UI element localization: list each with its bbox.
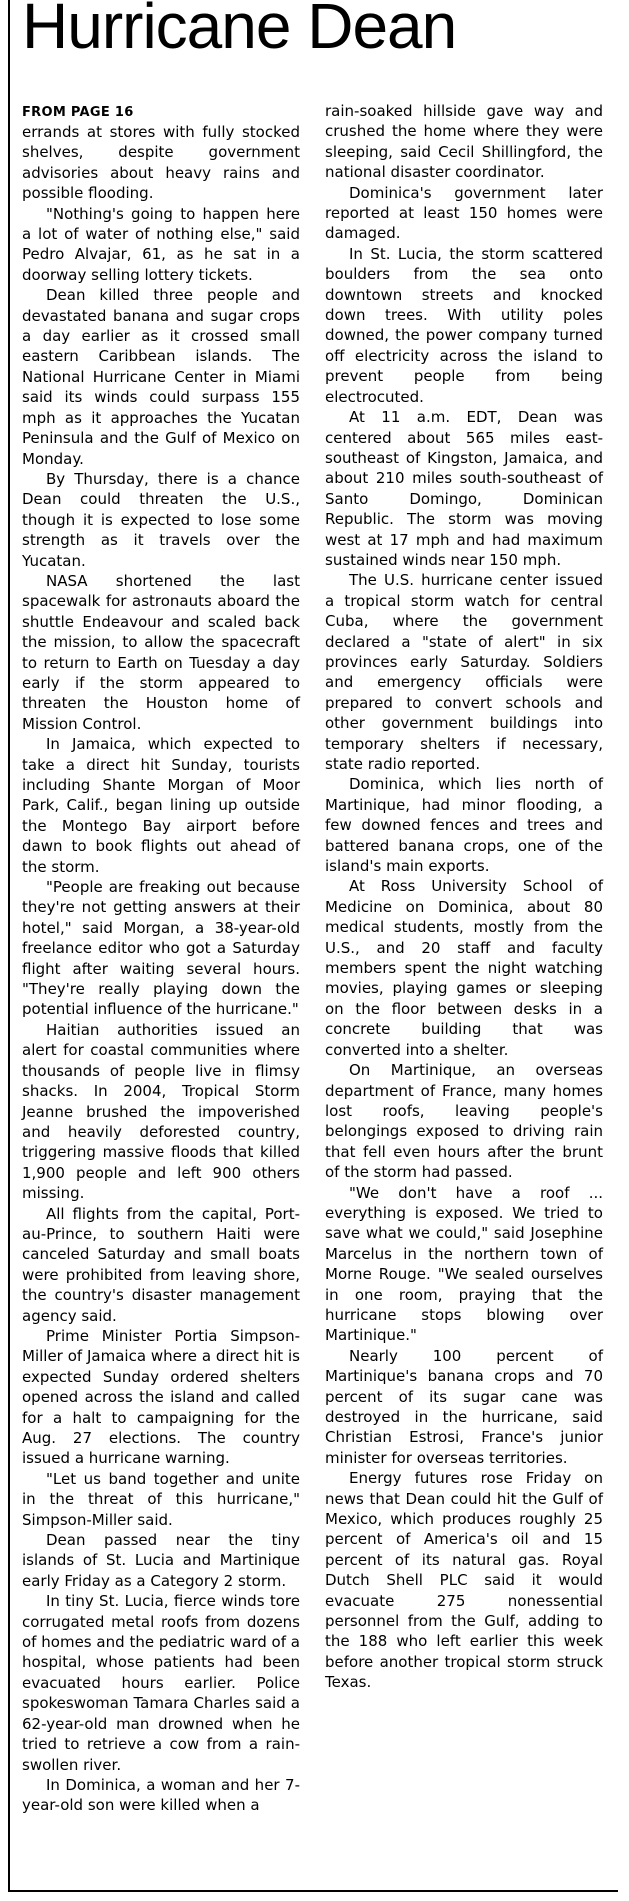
paragraph: "People are freaking out because they're not getting answers at their hotel," said Morgan, a 38-year-old freelance editor who got a Saturday flight after waiting several hours. "They're really playing down the potential influence of the hurricane." [22, 878, 300, 1019]
paragraph: Haitian authorities issued an alert for coastal communities where thousands of people live in flimsy shacks. In 2004, Tropical Storm Jeanne brushed the impoverished and heavily deforested country, triggering massive floods that killed 1,900 people and left 900 others missing. [22, 1020, 300, 1203]
paragraph: "Nothing's going to happen here a lot of water of nothing else," said Pedro Alvajar, 61, as he sat in a doorway selling lottery tickets. [22, 204, 300, 284]
paragraph: In Jamaica, which expected to take a direct hit Sunday, tourists including Shante Morgan of Moor Park, Calif., began lining up outside the Montego Bay airport before dawn to book flights out ahead of the storm. [22, 735, 300, 876]
paragraph: errands at stores with fully stocked shelves, despite government advisories about heavy rains and possible flooding. [22, 123, 300, 203]
paragraph: Dominica's government later reported at least 150 homes were damaged. [325, 183, 603, 243]
headline: Hurricane Dean [22, 0, 457, 62]
paragraph: "We don't have a roof ... everything is exposed. We tried to save what we could," said Josephine Marcelus in the northern town of Morne Rouge. "We sealed ourselves in one room, praying that the hurricane stops blowing over Martinique." [325, 1183, 603, 1345]
paragraph: The U.S. hurricane center issued a tropical storm watch for central Cuba, where the government declared a "state of alert" in six provinces early Saturday. Soldiers and emergency officials were prepared to convert schools and other government buildings into temporary shelters if necessary, state radio reported. [325, 571, 603, 773]
paragraph: In St. Lucia, the storm scattered boulders from the sea onto downtown streets and knocked down trees. With utility poles downed, the power company turned off electricity across the island to prevent people from being electrocuted. [325, 244, 603, 406]
paragraph: Dominica, which lies north of Martinique, had minor flooding, a few downed fences and trees and battered banana crops, one of the island's main exports. [325, 775, 603, 876]
paragraph: Energy futures rose Friday on news that Dean could hit the Gulf of Mexico, which produces roughly 25 percent of America's oil and 15 percent of its natural gas. Royal Dutch Shell PLC said it would evacuate 275 nonessential personnel from the Gulf, adding to the 188 who left earlier this week before another tropical storm struck Texas. [325, 1469, 603, 1692]
paragraph: In tiny St. Lucia, fierce winds tore corrugated metal roofs from dozens of homes and the pediatric ward of a hospital, whose patients had been evacuated hours earlier. Police spokeswoman Tamara Charles said a 62-year-old man drowned when he tried to retrieve a cow from a rain-swollen river. [22, 1592, 300, 1774]
paragraph: NASA shortened the last spacewalk for astronauts aboard the shuttle Endeavour and scaled back the mission, to allow the spacecraft to return to Earth on Tuesday a day early if the storm appeared to threaten the Houston home of Mission Control. [22, 571, 300, 733]
paragraph: rain-soaked hillside gave way and crushed the home where they were sleeping, said Cecil Shillingford, the national disaster coordinator. [325, 102, 603, 182]
paragraph: On Martinique, an overseas department of France, many homes lost roofs, leaving people's belongings exposed to driving rain that fell even hours after the brunt of the storm had passed. [325, 1061, 603, 1182]
paragraph: By Thursday, there is a chance Dean could threaten the U.S., though it is expected to lose some strength as it travels over the Yucatan. [22, 469, 300, 570]
paragraph: In Dominica, a woman and her 7-year-old son were killed when a [22, 1775, 300, 1815]
paragraph: At Ross University School of Medicine on Dominica, about 80 medical students, mostly from the U.S., and 20 staff and faculty members spent the night watching movies, playing games or sleeping on the floor between desks in a concrete building that was converted into a shelter. [325, 877, 603, 1059]
bottom-rule [8, 1890, 618, 1892]
paragraph: All flights from the capital, Port-au-Prince, to southern Haiti were canceled Saturday and small boats were prohibited from leaving shore, the country's disaster management agency said. [22, 1204, 300, 1325]
article-column-1 [22, 103, 300, 1816]
paragraph: Nearly 100 percent of Martinique's banana crops and 70 percent of its sugar cane was destroyed in the hurricane, said Christian Estrosi, France's junior minister for overseas territories. [325, 1346, 603, 1467]
article-column-2 [325, 101, 603, 1693]
paragraph: At 11 a.m. EDT, Dean was centered about 565 miles east-southeast of Kingston, Jamaica, and about 210 miles south-southeast of Santo Domingo, Dominican Republic. The storm was moving west at 17 mph and had maximum sustained winds near 150 mph. [325, 408, 603, 569]
jump-line: FROM PAGE 16 [22, 105, 134, 120]
paragraph: Dean passed near the tiny islands of St. Lucia and Martinique early Friday as a Category 2 storm. [22, 1531, 300, 1590]
paragraph: Prime Minister Portia Simpson-Miller of Jamaica where a direct hit is expected Sunday ordered shelters opened across the island and called for a halt to campaigning for the Aug. 27 elections. The country issued a hurricane warning. [22, 1326, 300, 1468]
paragraph: Dean killed three people and devastated banana and sugar crops a day earlier as it crossed small eastern Caribbean islands. The National Hurricane Center in Miami said its winds could surpass 155 mph as it approaches the Yucatan Peninsula and the Gulf of Mexico on Monday. [22, 286, 300, 468]
paragraph: "Let us band together and unite in the threat of this hurricane," Simpson-Miller said. [22, 1469, 300, 1529]
left-column-rule [8, 0, 10, 1892]
